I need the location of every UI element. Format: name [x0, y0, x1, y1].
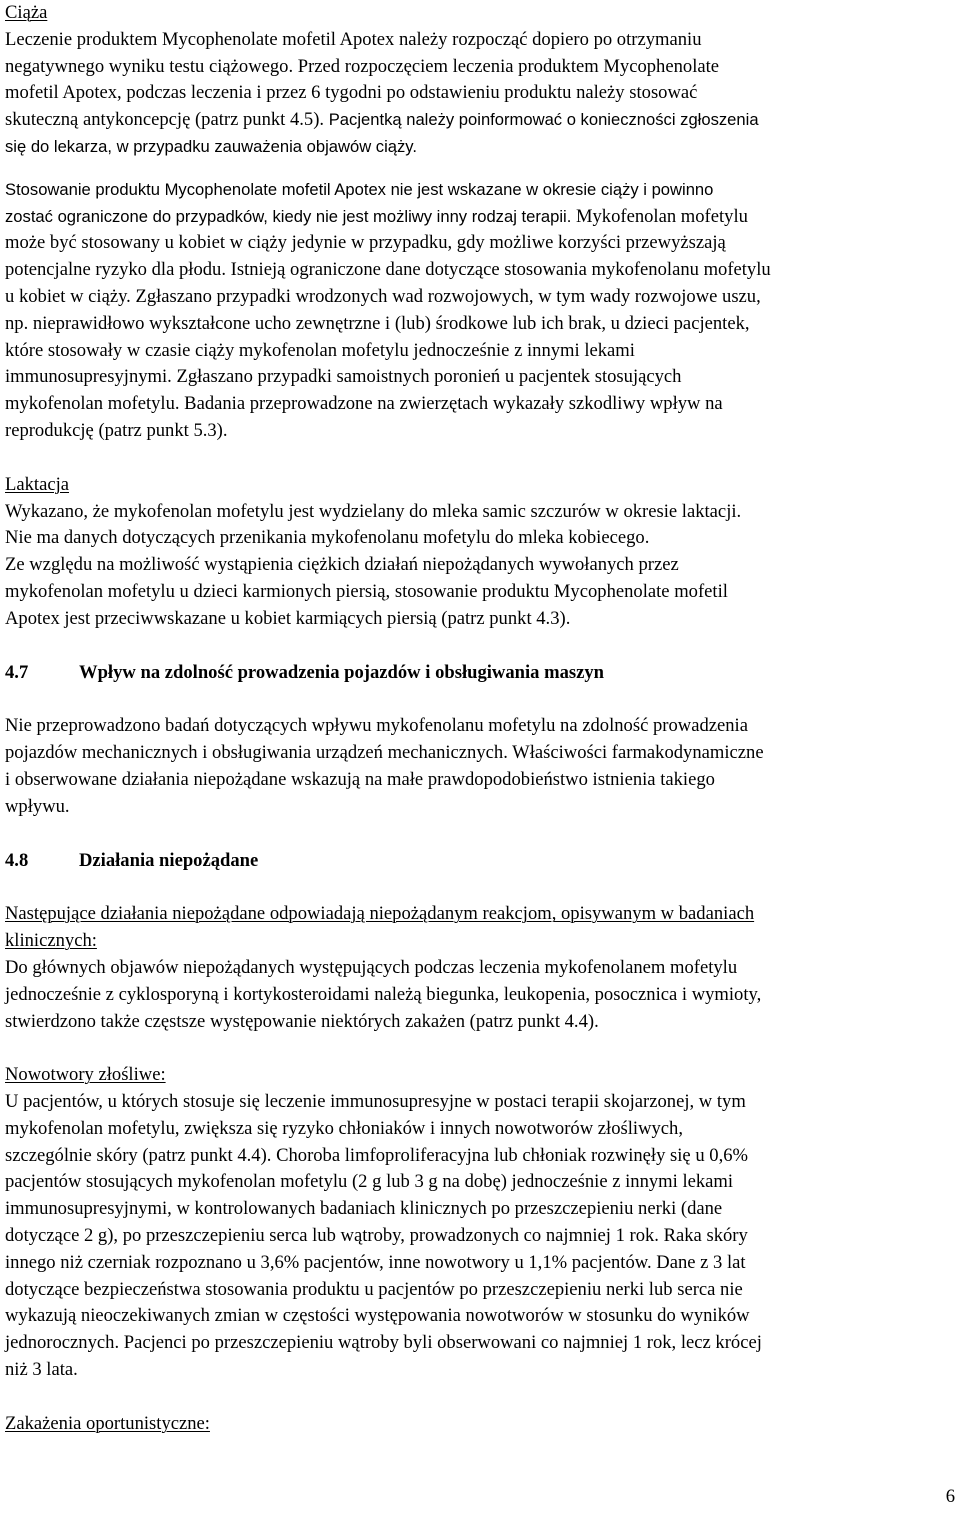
text-segment: skuteczną antykoncepcję (patrz punkt 4.5).: [5, 109, 325, 131]
section-title: Działania niepożądane: [79, 849, 259, 871]
section-number: 4.8: [5, 849, 29, 871]
malignancies-paragraph: [5, 1089, 955, 1384]
text-line: jednorocznych. Pacjenci po przeszczepieniu wątroby byli obserwowani co najmniej 1 rok, lecz krócej: [5, 1332, 762, 1354]
page-number: 6: [945, 1486, 955, 1507]
text-line: Nie ma danych dotyczących przenikania mykofenolanu mofetylu do mleka kobiecego.: [5, 527, 650, 549]
text-line: mofetil Apotex, podczas leczenia i przez 6 tygodni po odstawieniu produktu należy stosować: [5, 82, 698, 104]
text-line: u kobiet w ciąży. Zgłaszano przypadki wrodzonych wad rozwojowych, w tym wady rozwojowe uszu,: [5, 285, 761, 307]
text-line: np. nieprawidłowo wykształcone ucho zewnętrzne i (lub) środkowe lub ich brak, u dzieci pacjentek,: [5, 312, 750, 334]
text-line: U pacjentów, u których stosuje się leczenie immunosupresyjne w postaci terapii skojarzonej, w tym: [5, 1091, 746, 1113]
section-4-8-paragraph: [5, 955, 955, 1035]
text-line: wpływu.: [5, 795, 70, 817]
text-line: immunosupresyjnymi. Zgłaszano przypadki samoistnych poronień u pacjentek stosujących: [5, 366, 682, 388]
pregnancy-paragraph-2: [5, 177, 955, 445]
section-number: 4.7: [5, 661, 29, 683]
text-line: dotyczące bezpieczeństwa stosowania produktu u pacjentów po przeszczepieniu nerki lub serca nie: [5, 1278, 743, 1300]
text-segment: Mykofenolan mofetylu: [575, 205, 748, 227]
infections-heading: Zakażenia oportunistyczne:: [5, 1412, 210, 1434]
malignancies-heading: Nowotwory złośliwe:: [5, 1064, 166, 1086]
text-line: pacjentów stosujących mykofenolan mofetylu (2 g lub 3 g na dobę) jednocześnie z innymi lekami: [5, 1171, 734, 1193]
text-line: mykofenolan mofetylu, zwiększa się ryzyko chłoniaków i innych nowotworów złośliwych,: [5, 1117, 683, 1139]
pregnancy-paragraph-1: [5, 27, 955, 161]
text-line: Ze względu na możliwość wystąpienia ciężkich działań niepożądanych wywołanych przez: [5, 554, 679, 576]
lactation-paragraph: [5, 499, 955, 633]
section-4-7-heading: [5, 660, 955, 687]
text-line: klinicznych:: [5, 930, 97, 952]
text-line: Nie przeprowadzono badań dotyczących wpływu mykofenolanu mofetylu na zdolność prowadzenia: [5, 715, 748, 737]
text-line: Leczenie produktem Mycophenolate mofetil Apotex należy rozpocząć dopiero po otrzymaniu: [5, 28, 702, 50]
text-line: immunosupresyjnymi, w kontrolowanych badaniach klinicznych po przeszczepieniu nerki (dane: [5, 1198, 723, 1220]
text-line: [5, 107, 955, 134]
text-line: [5, 204, 955, 231]
text-line: stwierdzono także częstsze występowanie niektórych zakażen (patrz punkt 4.4).: [5, 1010, 599, 1032]
text-line: niż 3 lata.: [5, 1359, 78, 1381]
text-line: i obserwowane działania niepożądane wskazują na małe prawdopodobieństwo istnienia takiego: [5, 768, 715, 790]
document-page: [5, 0, 955, 1438]
section-4-7-paragraph: [5, 713, 955, 820]
pregnancy-heading: Ciąża: [5, 2, 48, 23]
text-line: się do lekarza, w przypadku zauważenia objawów ciąży.: [5, 136, 417, 156]
section-title: Wpływ na zdolność prowadzenia pojazdów i obsługiwania maszyn: [79, 661, 605, 683]
text-line: pojazdów mechanicznych i obsługiwania urządzeń mechanicznych. Właściwości farmakodynamiczne: [5, 742, 764, 764]
section-4-8-heading: [5, 848, 955, 875]
text-line: Do głównych objawów niepożądanych występujących podczas leczenia mykofenolanem mofetylu: [5, 956, 738, 978]
text-line: dotyczące 2 g), po przeszczepieniu serca lub wątroby, prowadzonych co najmniej 1 rok. Raka skóry: [5, 1225, 748, 1247]
text-line: negatywnego wyniku testu ciążowego. Przed rozpoczęciem leczenia produktem Mycophenolate: [5, 55, 720, 77]
text-line: szczególnie skóry (patrz punkt 4.4). Choroba limfoproliferacyjna lub chłoniak rozwinęły się u 0,6%: [5, 1144, 749, 1166]
text-line: Stosowanie produktu Mycophenolate mofetil Apotex nie jest wskazane w okresie ciąży i powinno: [5, 179, 714, 199]
text-line: reprodukcję (patrz punkt 5.3).: [5, 419, 228, 441]
text-segment: zostać ograniczone do przypadków, kiedy nie jest możliwy inny rodzaj terapii.: [5, 206, 572, 226]
text-line: wykazują nieoczekiwanych zmian w częstości występowania nowotworów w stosunku do wyników: [5, 1305, 750, 1327]
text-line: może być stosowany u kobiet w ciąży jedynie w przypadku, gdy możliwe korzyści przewyższają: [5, 232, 726, 254]
text-line: jednocześnie z cyklosporyną i kortykosteroidami należą biegunka, leukopenia, posocznica i wymioty,: [5, 983, 762, 1005]
text-line: innego niż czerniak rozpoznano u 3,6% pacjentów, inne nowotwory u 1,1% pacjentów. Dane z 3 lat: [5, 1251, 746, 1273]
text-line: Apotex jest przeciwwskazane u kobiet karmiących piersią (patrz punkt 4.3).: [5, 607, 571, 629]
text-line: które stosowały w czasie ciąży mykofenolan mofetylu jednocześnie z innymi lekami: [5, 339, 635, 361]
section-4-8-subtitle: [5, 901, 955, 955]
text-line: Wykazano, że mykofenolan mofetylu jest wydzielany do mleka samic szczurów w okresie laktacji.: [5, 500, 742, 522]
lactation-heading: Laktacja: [5, 473, 69, 495]
text-line: potencjalne ryzyko dla płodu. Istnieją ograniczone dane dotyczące stosowania mykofenolanu mofetylu: [5, 259, 771, 281]
text-line: Następujące działania niepożądane odpowiadają niepożądanym reakcjom, opisywanym w badaniach: [5, 903, 755, 925]
text-line: mykofenolan mofetylu u dzieci karmionych piersią, stosowanie produktu Mycophenolate mofetil: [5, 580, 728, 602]
text-line: mykofenolan mofetylu. Badania przeprowadzone na zwierzętach wykazały szkodliwy wpływ na: [5, 393, 723, 415]
text-segment: Pacjentką należy poinformować o konieczności zgłoszenia: [328, 110, 759, 130]
